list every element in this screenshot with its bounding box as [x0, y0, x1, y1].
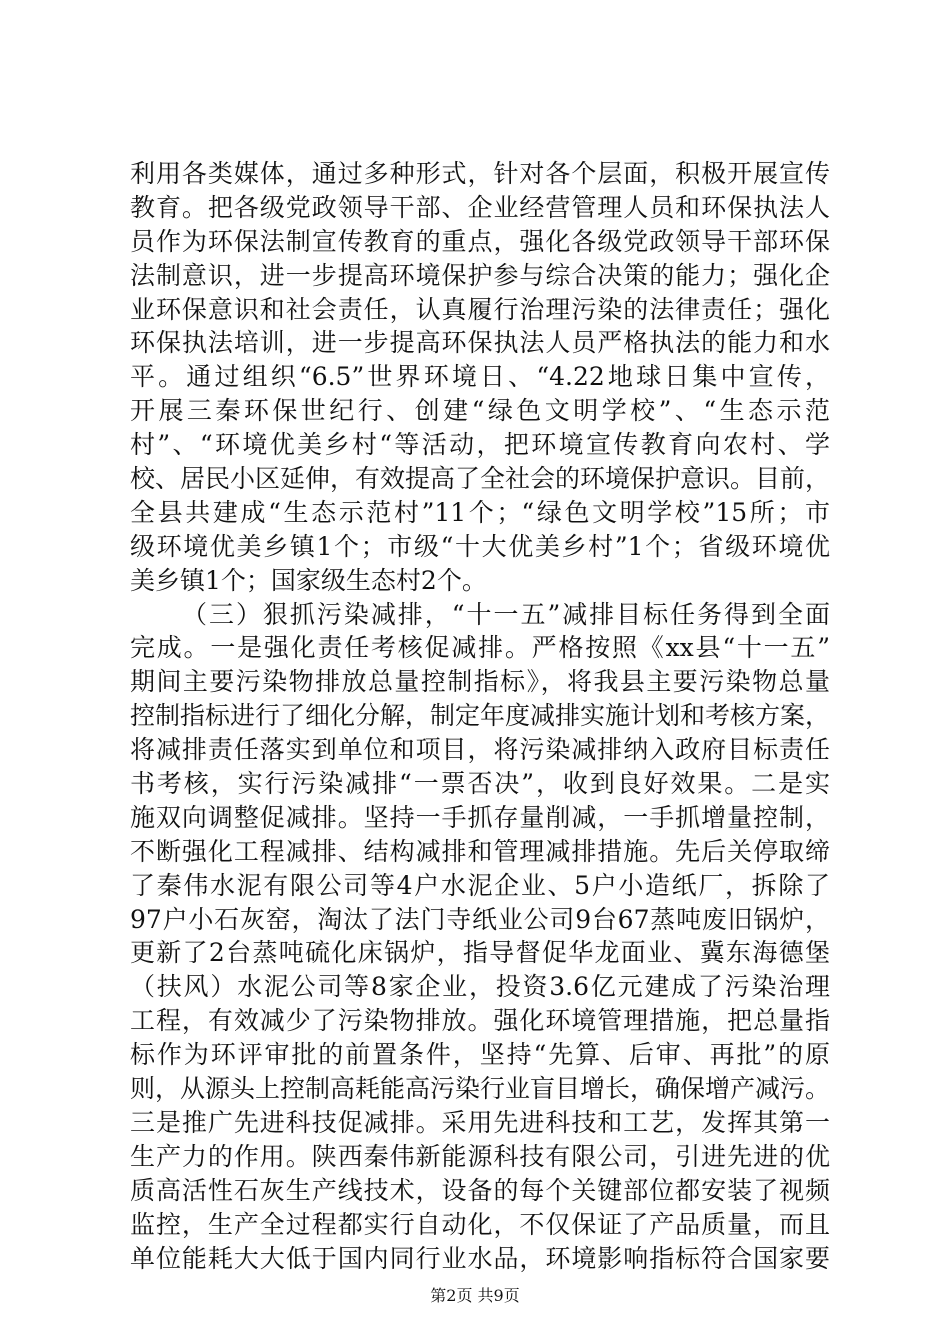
text-line: 了秦伟水泥有限公司等4户水泥企业、5户小造纸厂，拆除了	[130, 870, 830, 900]
text-line: 质高活性石灰生产线技术，设备的每个关键部位都安装了视频	[130, 1175, 830, 1205]
text-line: 利用各类媒体，通过多种形式，针对各个层面，积极开展宣传	[130, 159, 830, 188]
text-line: 则，从源头上控制高耗能高污染行业盲目增长，确保增产减污。	[130, 1074, 831, 1104]
text-line: 平。通过组织“6.5”世界环境日、“4.22地球日集中宣传，	[130, 362, 830, 392]
text-line: 将减排责任落实到单位和项目，将污染减排纳入政府目标责任	[130, 735, 830, 765]
text-line: 书考核，实行污染减排“一票否决”，收到良好效果。二是实	[130, 769, 830, 799]
text-line: 期间主要污染物排放总量控制指标》，将我县主要污染物总量	[130, 667, 830, 697]
text-line: 单位能耗大大低于国内同行业水品，环境影响指标符合国家要	[130, 1243, 830, 1273]
text-line: 不断强化工程减排、结构减排和管理减排措施。先后关停取缔	[130, 836, 830, 866]
text-line: 三是推广先进科技促减排。采用先进科技和工艺，发挥其第一	[130, 1107, 830, 1137]
text-line: 校、居民小区延伸，有效提高了全社会的环境保护意识。目前，	[130, 464, 831, 494]
text-line: 村”、“环境优美乡村“等活动，把环境宣传教育向农村、学	[130, 430, 830, 460]
text-line: 教育。把各级党政领导干部、企业经营管理人员和环保执法人	[130, 192, 830, 222]
text-line: 施双向调整促减排。坚持一手抓存量削减，一手抓增量控制，	[130, 802, 830, 832]
text-line: 员作为环保法制宣传教育的重点，强化各级党政领导干部环保	[130, 226, 830, 256]
text-line: 全县共建成“生态示范村”11个；“绿色文明学校”15所；市	[130, 497, 830, 527]
text-line: 完成。一是强化责任考核促减排。严格按照《xx县“十一五”	[130, 633, 830, 663]
text-line: （扶风）水泥公司等8家企业，投资3.6亿元建成了污染治理	[130, 972, 830, 1002]
text-line: 监控，生产全过程都实行自动化，不仅保证了产品质量，而且	[130, 1209, 830, 1239]
text-line: 控制指标进行了细化分解，制定年度减排实施计划和考核方案，	[130, 701, 831, 731]
text-line: 工程，有效减少了污染物排放。强化环境管理措施，把总量指	[130, 1006, 830, 1036]
page-number-footer: 第2页 共9页	[430, 1286, 520, 1305]
text-line: 97户小石灰窑，淘汰了法门寺纸业公司9台67蒸吨废旧锅炉，	[130, 904, 830, 934]
text-line: 美乡镇1个；国家级生态村2个。	[130, 565, 487, 595]
text-line: 环保执法培训，进一步提高环保执法人员严格执法的能力和水	[130, 328, 830, 358]
text-line: 开展三秦环保世纪行、创建“绿色文明学校”、“生态示范	[130, 396, 830, 426]
text-line: 生产力的作用。陕西秦伟新能源科技有限公司，引进先进的优	[130, 1141, 830, 1171]
text-line: 更新了2台蒸吨硫化床锅炉，指导督促华龙面业、冀东海德堡	[130, 938, 830, 968]
document-body	[130, 157, 830, 1275]
text-line: 级环境优美乡镇1个；市级“十大优美乡村”1个；省级环境优	[130, 531, 830, 561]
text-line: 标作为环评审批的前置条件，坚持“先算、后审、再批”的原	[130, 1040, 830, 1070]
text-line: 业环保意识和社会责任，认真履行治理污染的法律责任；强化	[130, 294, 830, 324]
section-heading-line: （三）狠抓污染减排，“十一五”减排目标任务得到全面	[182, 599, 830, 629]
text-line: 法制意识，进一步提高环境保护参与综合决策的能力；强化企	[130, 260, 830, 290]
